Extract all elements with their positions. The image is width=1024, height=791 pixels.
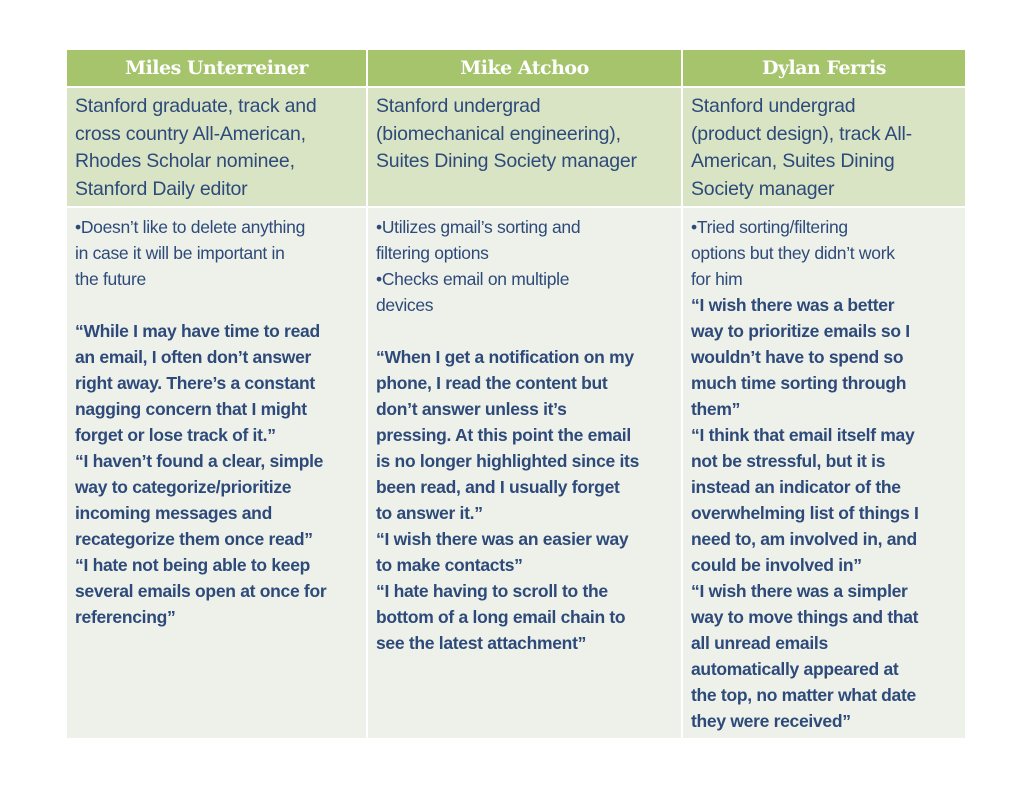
persona-table [67,50,965,738]
notes-miles-unterreiner [67,208,366,738]
notes-mike-atchoo [366,208,681,738]
bio-dylan-ferris [681,88,965,206]
notes-dylan-ferris [681,208,965,738]
quote: “I wish there was an easier way to make contacts” [376,529,629,575]
header-miles-unterreiner: Miles Unterreiner [67,50,366,86]
quote: “I wish there was a simpler way to move things and that all unread emails automatically appeared at the top, no matter what date they were received” [691,581,919,731]
bio-mike-atchoo [366,88,681,206]
header-dylan-ferris: Dylan Ferris [681,50,965,86]
bio-miles-unterreiner [67,88,366,206]
quote: “I haven’t found a clear, simple way to categorize/prioritize incoming messages and recategorize them once read” [75,451,324,549]
spacer [75,292,358,318]
bio-text: Stanford undergrad (product design), track All- American, Suites Dining Society manager [691,95,912,200]
quote: “I hate not being able to keep several emails open at once for referencing” [75,555,327,627]
quote: “While I may have time to read an email, I often don’t answer right away. There’s a constant nagging concern that I might forget or lose track of it.” [75,321,320,445]
quote: “When I get a notification on my phone, I read the content but don’t answer unless it’s pressing. At this point the email is no longer highlighted since its been read, and I usually forget to answer it.” [376,347,640,523]
observation: •Checks email on multiple devices [376,269,570,315]
header-mike-atchoo: Mike Atchoo [366,50,681,86]
quote: “I think that email itself may not be stressful, but it is instead an indicator of the overwhelming list of things I need to, am involved in, and could be involved in” [691,425,919,575]
spacer [376,318,673,344]
bio-row [67,86,965,206]
bio-text: Stanford graduate, track and cross country All-American, Rhodes Scholar nominee, Stanford Daily editor [75,95,317,200]
quote: “I hate having to scroll to the bottom of a long email chain to see the latest attachment” [376,581,626,653]
notes-row [67,206,965,738]
bio-text: Stanford undergrad (biomechanical engineering), Suites Dining Society manager [376,95,637,172]
observation: •Utilizes gmail’s sorting and filtering options [376,217,581,263]
quote: “I wish there was a better way to prioritize emails so I wouldn’t have to spend so much time sorting through them” [691,295,910,419]
observation: •Doesn’t like to delete anything in case it will be important in the future [75,217,306,289]
observation: •Tried sorting/filtering options but they didn’t work for him [691,217,895,289]
header-row [67,50,965,86]
